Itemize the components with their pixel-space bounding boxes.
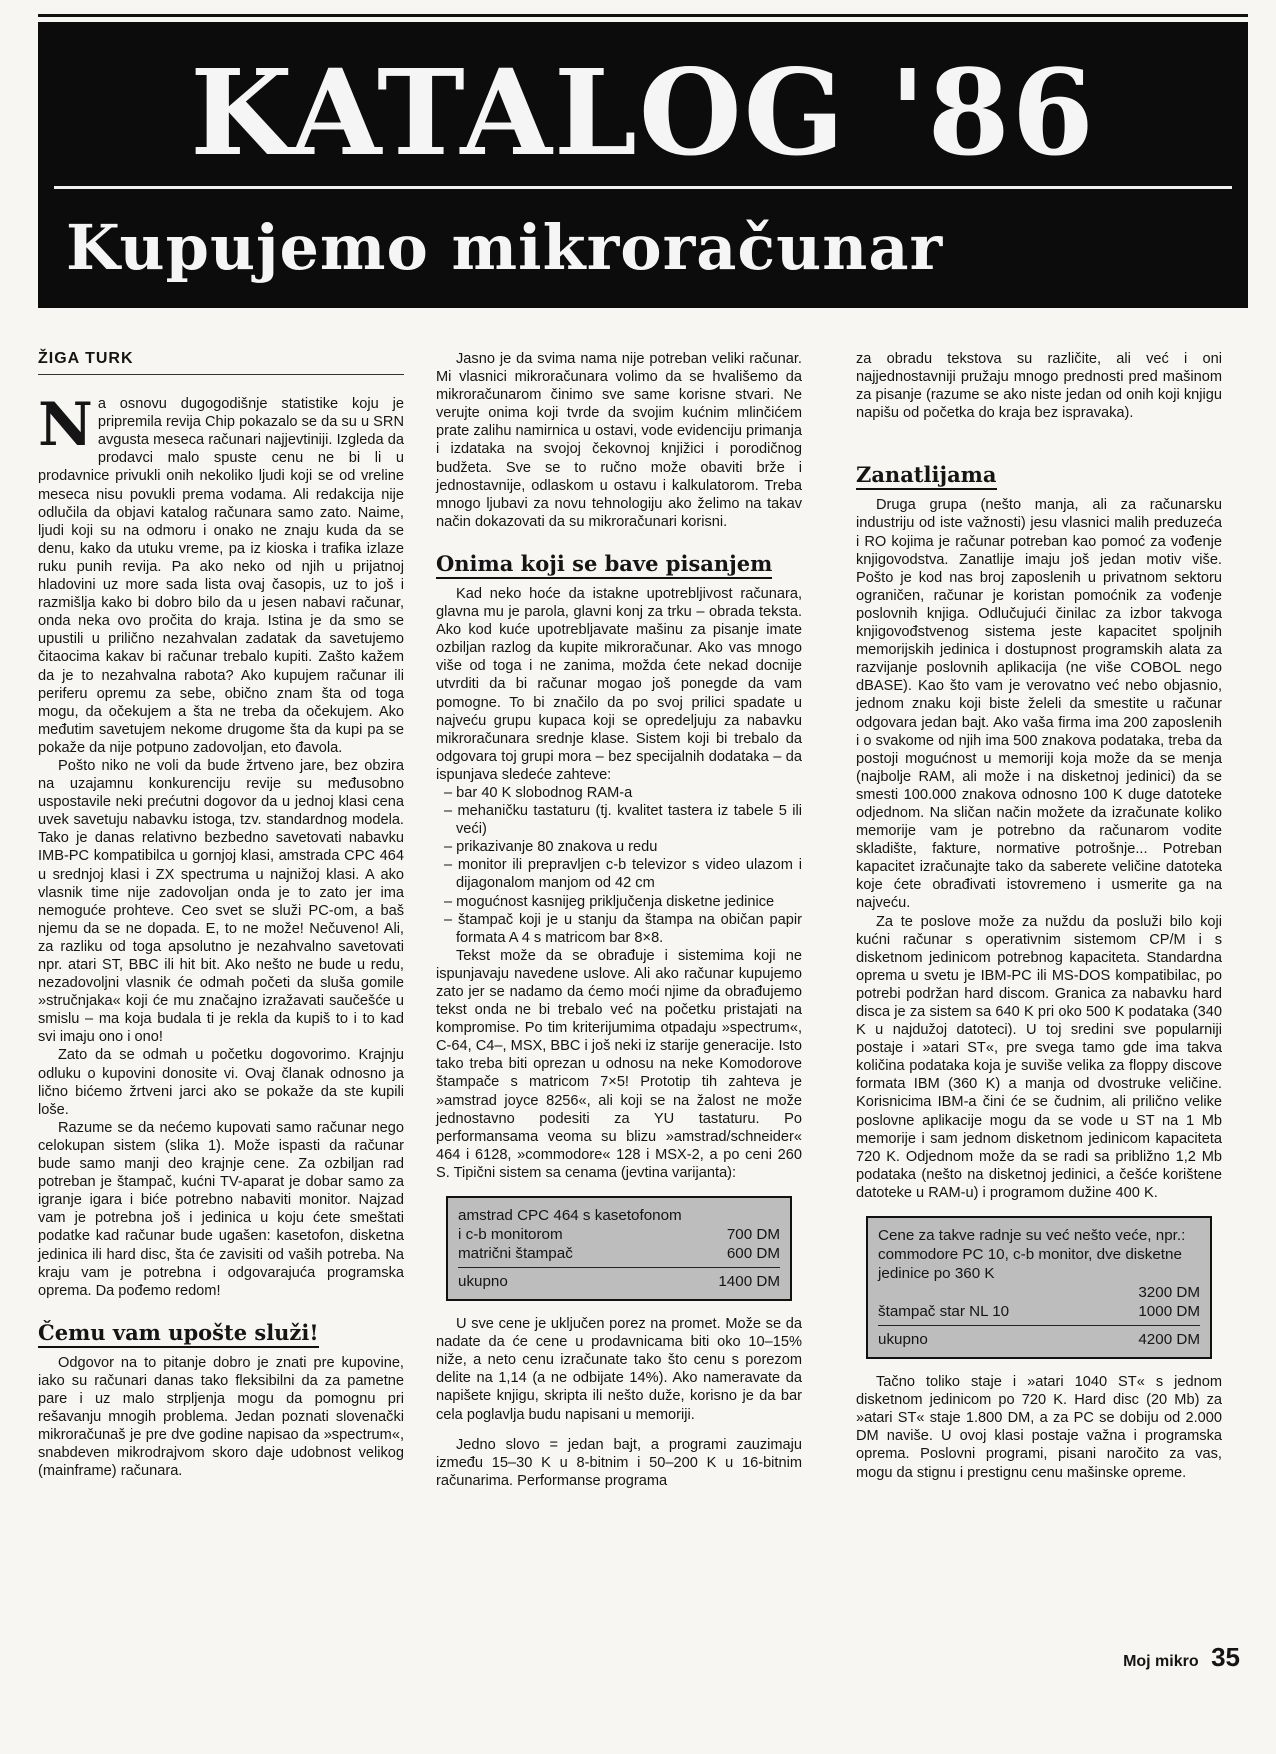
price-box-heading: Cene za takve radnje su već nešto veće, npr.: <box>878 1227 1186 1245</box>
paragraph: Pošto niko ne voli da bude žrtveno jare, bez obzira na uzajamnu konkurenciju revije su međusobno uspostavile neki prećutni dogovor da u jednoj klasi cena uvek savetuju nabavku istoga, tzv. standardnog modela. Tako je danas relativno bezbedno savetovati nabavku IMB-PC kompatibilca u gornjoj klasi, amstrada CPC 464 u srednjoj klasi i ZX spectruma u najnižoj klasi. A ako vlasnik time nije zadovoljan onda je to zato jer ima nemoguće prohteve. Ceo svet se služi PC-om, a baš njemu da se ne dopada. E, to ne može! Nečuveno! Ali, za razliku od toga apsolutno je nezahvalno savetovati npr. atari ST, BBC ili hit bit. Ako nešto ne bude u redu, nezadovoljni vlasnik će odmah početi da sluša gomile »stručnjaka« koji će mu značajno izražavati saučešće u smislu – ma koja budala ti je rekla da kupiš to i to kad svi imaju ono i ono! <box>38 757 404 1046</box>
price-divider <box>458 1267 780 1268</box>
list-item: – bar 40 K slobodnog RAM-a <box>436 784 802 802</box>
masthead-rule <box>54 186 1232 189</box>
top-rule <box>38 14 1248 17</box>
section-heading: Onima koji se bave pisanjem <box>436 551 802 577</box>
masthead <box>38 22 1248 308</box>
section-heading: Zanatlijama <box>856 462 1222 488</box>
page-number: 35 <box>1211 1642 1240 1672</box>
paragraph: Jasno je da svima nama nije potreban veliki računar. Mi vlasnici mikroračunara volimo da se hvališemo da mikroračunarom činimo sve same korisne stvari. Ne verujte onima koji tvrde da svojim kućnim mlinčićem prate zalihu namirnica u ostavi, vode evidenciju primanja i izdataka na svojoj čekovnoj knjižici i porodičnog budžeta. Sve se to ručno može obaviti brže i jednostavnije, odlaskom u ostavu i kalkulatorom. Treba mnogo ljubavi za novu tehnologiju ako želimo na takav način dokazovati da su mikroračunari korisni. <box>436 351 802 530</box>
price-divider <box>878 1325 1200 1326</box>
page-subtitle: Kupujemo mikroračunar <box>66 211 944 284</box>
paragraph: Tačno toliko staje i »atari 1040 ST« s jednom disketnom jedinicom po 720 K. Hard disc (20 Mb) za »atari ST« staje 1.800 DM, a za PC se dobiju od 2.000 DM naviše. U ovoj klasi postaje važna i programska oprema. Poslovni programi, pisani naročito za vas, mogu da stignu i prestignu cenu mašinske opreme. <box>856 1374 1222 1481</box>
list-item: – mogućnost kasnijeg priključenja disketne jedinice <box>436 893 802 911</box>
section-heading: Čemu vam upošte služi! <box>38 1320 404 1346</box>
column-1 <box>38 350 404 1480</box>
list-item: – prikazivanje 80 znakova u redu <box>436 838 802 856</box>
price-box-business <box>866 1216 1212 1359</box>
price-row: matrični štampač 600 DM <box>458 1245 780 1263</box>
price-row: 3200 DM <box>1138 1284 1200 1302</box>
page-footer <box>1123 1642 1240 1673</box>
author-rule <box>38 374 404 375</box>
paragraph: Jedno slovo = jedan bajt, a programi zauzimaju između 15–30 K u 8-bitnim i 50–200 K u 16-bitnim računarima. Performanse programa <box>436 1436 802 1489</box>
author-name: ŽIGA TURK <box>38 350 134 367</box>
price-box-basic <box>446 1196 792 1301</box>
price-row: amstrad CPC 464 s kasetofonom <box>458 1207 682 1225</box>
price-total: ukupno 1400 DM <box>458 1273 780 1291</box>
list-item: – mehaničku tastaturu (tj. kvalitet tastera iz tabele 5 ili veći) <box>436 802 802 838</box>
paragraph: za obradu tekstova su različite, ali već i oni najjednostavniji pružaju mnogo prednosti pred mašinom za pisanje (razume se ako niste jedan od onih koji knjigu napišu od početka do kraja bez ispravaka). <box>856 351 1222 422</box>
paragraph: U sve cene je uključen porez na promet. Može se da nadate da će cene u prodavnicama biti oko 10–15% niže, a neto cenu izračunate tako što cenu s porezom delite na 1,14 (a ne odbijate 14%). Ako nameravate da napišete knjigu, skripta ili nešto duže, korisno je da bar cela poglavlja budu napisani u memoriji. <box>436 1316 802 1423</box>
page-title: KATALOG '86 <box>190 43 1096 182</box>
column-3 <box>856 350 1222 1482</box>
paragraph: Tekst može da se obrađuje i sistemima koji ne ispunjavaju navedene uslove. Ali ako računar kupujemo zato jer se nadamo da ćemo moći njime da obrađujemo tekst onda ne bi trebalo već na početku pristajati na kompromise. Po tim kriterijumima otpadaju »spectrum«, C-64, C4–, MSX, BBC i još neki iz starije generacije. Isto tako treba biti oprezan u odnosu na neke Komodorove štampače s matricom 7×5! Prototip tih zahteva je »amstrad joyce 8256«, ali koji se na žalost ne može jednostavno podesiti za YU tastaturu. Po performansama veoma su blizu »amstrad/schneider« 464 i 6128, »commodore« 128 i MSX-2, a po ceni 260 S. Tipični sistem sa cenama (jevtina varijanta): <box>436 947 802 1181</box>
requirements-list <box>436 784 802 947</box>
paragraph: Razume se da nećemo kupovati samo računar nego celokupan sistem (slika 1). Može ispasti da računar bude samo manji deo krajnje cene. Za ozbiljan rad potreban je štampač, kućni TV-aparat je dobar samo za igranje igara i biće potrebno nabaviti monitor. Najzad vam je potrebna još i jedinica u koju ćete smeštati podatke kad računar bude ugašen: kasetofon, disketna jedinica ili hard disc, šta će zavisiti od vaših potreba. Na kraju vam je potrebna i odgovarajuća programska oprema. Da pođemo redom! <box>38 1119 404 1299</box>
price-item: commodore PC 10, c-b monitor, dve disketne jedinice po 360 K <box>878 1246 1182 1283</box>
price-row: i c-b monitorom 700 DM <box>458 1226 780 1244</box>
paragraph: Zato da se odmah u početku dogovorimo. Krajnju odluku o kupovini donosite vi. Ovaj članak odnosno ja lično bićemo žrtveni jarci ako se pokaže da ste kupili loše. <box>38 1047 404 1118</box>
paragraph: Kad neko hoće da istakne upotrebljivost računara, glavna mu je parola, glavni konj za trku – obrada teksta. Ako kod kuće upotrebljavate mašinu za pisanje imate ozbiljan razlog da kupite mikroračunar. Ako vas mnogo više od toga i ne zanima, možda ćete nekad docnije utvrditi da bi računar mogao još ponegde da vam pomogne. To bi značilo da po svoj prilici spadate u najveću grupu kupaca koji se opredeljuju za nabavku mikroračunara srednje klase. Sistem koji bi trebalo da odgovara toj grupi mora – bez specijalnih dodataka – da ispunjava sledeće zahteve: <box>436 585 802 783</box>
price-row: štampač star NL 10 1000 DM <box>878 1303 1200 1321</box>
intro-paragraph: Na osnovu dugogodišnje statistike koju je pripremila revija Chip pokazalo se da su u SRN avgusta meseca računari najjevtiniji. Izgleda da prodavci malo spuste cenu ne bi li u prodavnice privukli onih nekoliko ljudi koji se od vreline meseca nisu povukli prema vodama. Ali redakcija nije odlučila da objavi katalog računara samo zato. Naime, ljudi koji su na odmoru i onako ne znaju kuda da se denu, kako da utuku vreme, pa iz kioska i trafika izlaze ruku punih revija. Pa ako neko od njih u prijatnoj hladovini uz more sada lista ovaj časopis, uz to još i razmišlja kako bi dobro bilo da u jesen nabavi računar, onda neka ovo pročita do kraja. Istina je da smo se upustili u prilično nezahvalan zadatak da savetujemo čitaocima kakav bi računar trebalo kupiti. Zašto kažem da je to nezahvalna rabota? Ako kupujem računar ili periferu opremu za sebe, obično znam šta od toga mogu, da očekujem a šta ne treba da očekujem. Ako međutim savetujem nekome drugome šta da kupi pa se pokaže da nije potpuno zadovoljan, eto đavola. <box>38 390 404 756</box>
list-item: – štampač koji je u stanju da štampa na običan papir formata A 4 s matricom bar 8×8. <box>436 911 802 947</box>
magazine-name: Moj mikro <box>1123 1653 1199 1670</box>
drop-cap: N <box>38 390 93 461</box>
paragraph: Odgovor na to pitanje dobro je znati pre kupovine, iako su računari danas tako fleksibilni da za pametne pare i uz malo strpljenja mogu da pomognu pri rešavanju mnogih problema. Jedan poznati slovenački mikroračunaš je pre dve godine napisao da »spectrum«, snabdeven mikrodrajvom skoro daje udobnost velikog (mainframe) računara. <box>38 1354 404 1480</box>
column-2 <box>436 350 802 1490</box>
list-item: – monitor ili prepravljen c-b televizor s video ulazom i dijagonalom manjom od 42 cm <box>436 856 802 892</box>
price-total: ukupno 4200 DM <box>878 1331 1200 1349</box>
paragraph: Za te poslove može za nuždu da posluži bilo koji kućni računar s operativnim sistemom CP/M i s disketnom jedinicom potrebnog kapaciteta. Standardna oprema u svetu je IBM-PC ili MS-DOS kompatibilac, po potrebi podržan hard discom. Granica za nabavku hard disca je za sistem sa 640 K pri oko 500 K podataka (340 K u najdužoj datoteci). U toj sredini sve popularniji postaje i »atari ST«, pre svega tamo gde ima takva količina podataka koja je suviše velika za floppy discove formata IBM (360 K) a manja od dvostruke veličine. Korisnicima IBM-a čini će se čudnim, ali prilično velike poslovne aplikacije mogu da se vode u ST na 1 Mb memorije i sam jednom disketnom jedinicom kapaciteta 720 K. Odjednom može da se radi sa približno 1,2 Mb podataka (nešto na disketnoj jedinici, a češće korištene datoteke u RAM-u) i programom dužine 400 K. <box>856 913 1222 1201</box>
paragraph: Druga grupa (nešto manja, ali za računarsku industriju od iste važnosti) jesu vlasnici malih preduzeća i RO kojima je računar potreban kao pomoć za vođenje knjigovodstva. Zanatlije imaju još jedan motiv više. Pošto je kod nas broj zaposlenih u privatnom sektoru ograničen, računar je koristan pomoćnik za vođenje poslovnih knjiga. Odlučujući činilac za izbor takvoga knjigovođstvenog sistema jeste kapacitet spoljnih memorijskih jedinica i dostupnost programskih alata za razvijanje poslovnih aplikacija (ne više COBOL nego dBASE). Kao što vam je verovatno već nebo objasnio, jednom znaku koji biste želeli da smestite u računar odgovara jedan bajt. Ako vaša firma ima 200 zaposlenih i o svakome od njih ima 500 znakova podataka, treba da postoji mogućnost u memoriji koja može da se menja (najbolje RAM, ali može i na disketnoj jedinici) da se smesti 100.000 znakova odnosno 100 K duge datoteke odjednom. Na sličan način možete da izračunate koliko memorije vam je potrebno da računarom vodite skladište, fakture, normative potrošnje... Potreban kapacitet izračunajte tako da saberete veličine datoteka koje ćete obrađivati istovremeno i usmerite ga na najveću. <box>856 497 1222 912</box>
